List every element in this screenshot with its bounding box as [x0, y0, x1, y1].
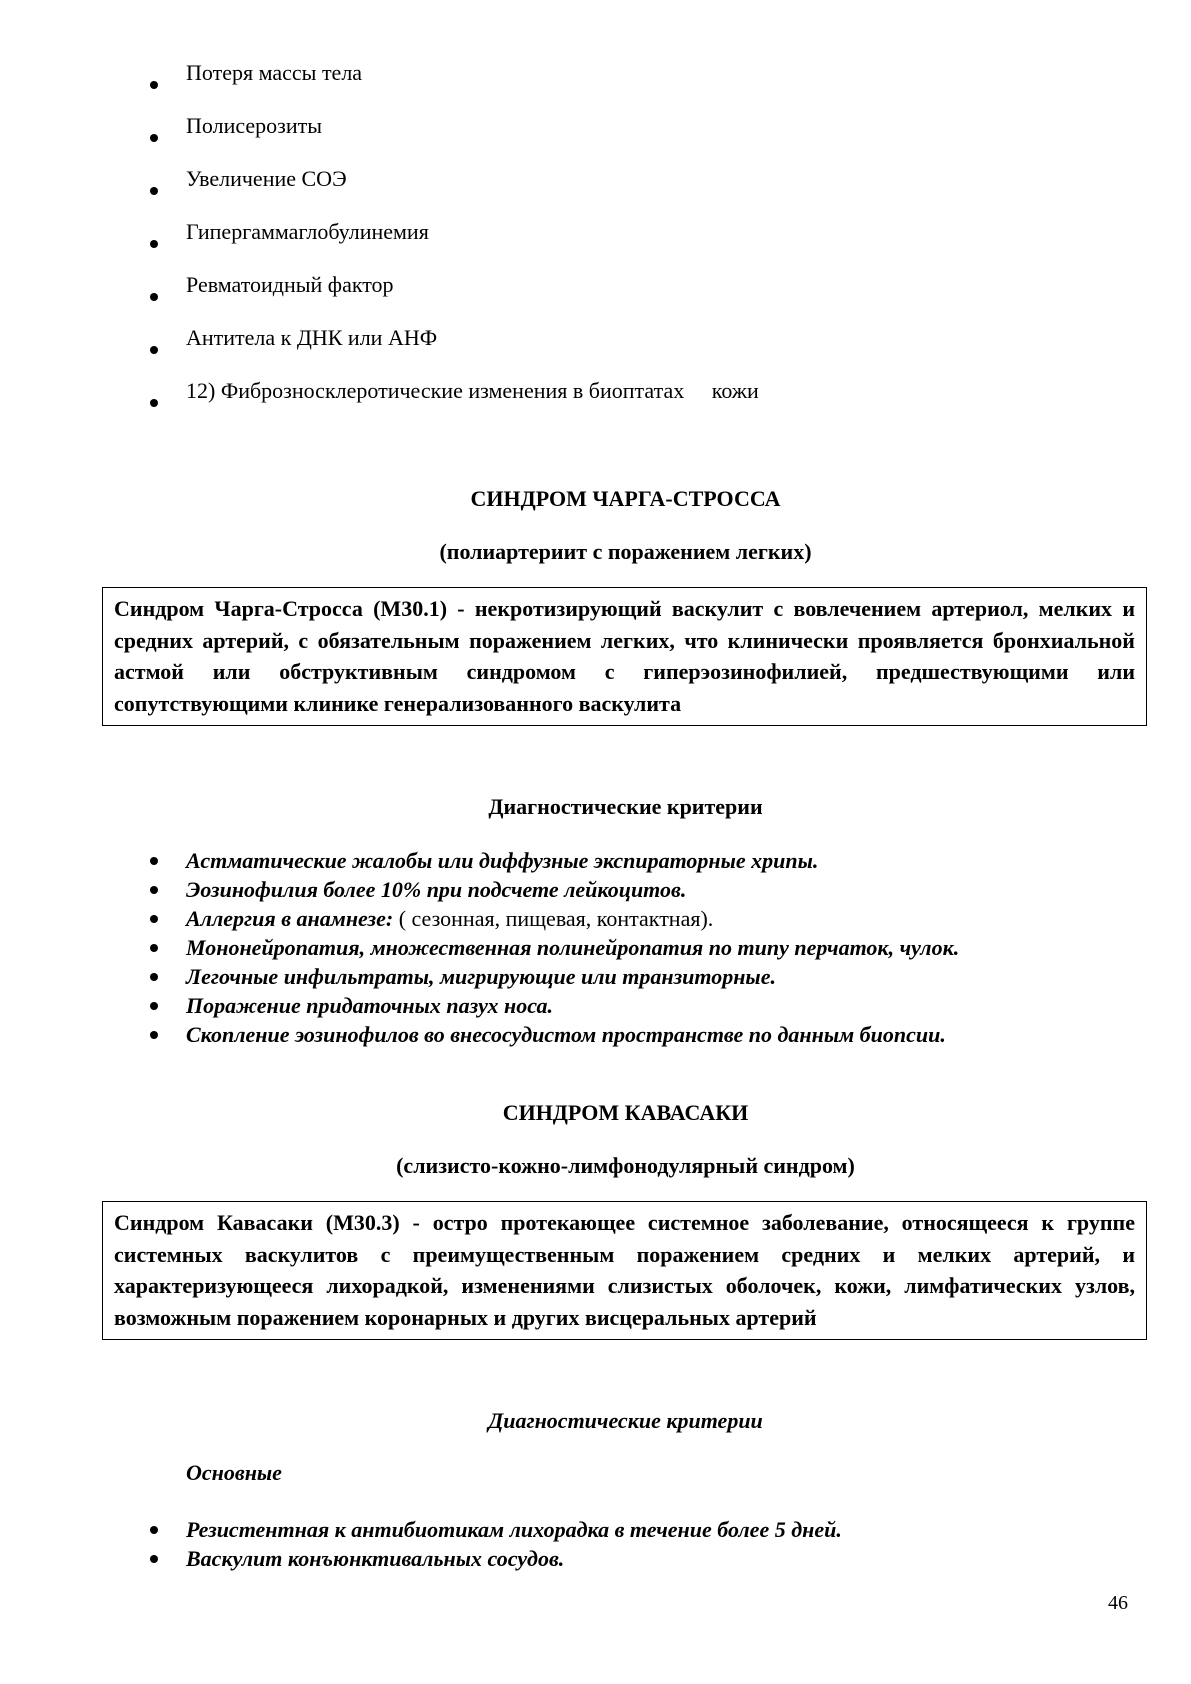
main-criteria-label: Основные: [186, 1460, 282, 1485]
list-item: Антитела к ДНК или АНФ: [150, 323, 759, 376]
list-item: Поражение придаточных пазух носа.: [150, 991, 959, 1020]
bullet-icon: [150, 293, 158, 301]
bullet-icon: [150, 944, 158, 952]
criteria-title-churg-strauss: Диагностические критерии: [488, 794, 763, 819]
list-item: Потеря массы тела: [150, 58, 759, 111]
bullet-icon: [150, 1002, 158, 1010]
list-item: Васкулит конъюнктивальных сосудов.: [150, 1544, 842, 1573]
bullet-icon: [150, 1031, 158, 1039]
bullet-icon: [150, 399, 158, 407]
criteria-list-kawasaki: [150, 1515, 842, 1573]
bullet-icon: [150, 886, 158, 894]
list-item: Увеличение СОЭ: [150, 164, 759, 217]
list-item: Гипергаммаглобулинемия: [150, 217, 759, 270]
list-item: Легочные инфильтраты, мигрирующие или транзиторные.: [150, 962, 959, 991]
list-item: Скопление эозинофилов во внесосудистом пространстве по данным биопсии.: [150, 1020, 959, 1049]
section-subtitle-churg-strauss: (полиартериит с поражением легких): [439, 539, 812, 564]
bullet-icon: [150, 857, 158, 865]
bullet-icon: [150, 915, 158, 923]
bullet-icon: [150, 81, 158, 89]
bullet-icon: [150, 346, 158, 354]
list-item: Мононейропатия, множественная полинейропатия по типу перчаток, чулок.: [150, 933, 959, 962]
section-subtitle-kawasaki: (слизисто-кожно-лимфонодулярный синдром): [396, 1153, 855, 1178]
section-title-churg-strauss: СИНДРОМ ЧАРГА-СТРОССА: [470, 486, 781, 511]
list-item: Астматические жалобы или диффузные экспираторные хрипы.: [150, 846, 959, 875]
bullet-icon: [150, 134, 158, 142]
bullet-icon: [150, 187, 158, 195]
list-item: 12) Фиброзносклеротические изменения в биоптатах кожи: [150, 376, 759, 429]
criteria-list-churg-strauss: [150, 846, 959, 1049]
bullet-icon: [150, 1555, 158, 1563]
list-item: Полисерозиты: [150, 111, 759, 164]
definition-box-churg-strauss: Синдром Чарга-Стросса (М30.1) - некротизирующий васкулит с вовлечением артериол, мелких и средних артерий, с обязательным поражением легких, что клинически проявляется бронхиальной астмой или обструктивным синдромом с гиперэозинофилией, предшествующими или сопутствующими клинике генерализованного васкулита: [102, 587, 1147, 726]
list-item: Резистентная к антибиотикам лихорадка в течение более 5 дней.: [150, 1515, 842, 1544]
criteria-title-kawasaki: Диагностические критерии: [488, 1408, 763, 1433]
list-item: Ревматоидный фактор: [150, 270, 759, 323]
symptom-list: [150, 58, 759, 429]
list-item: Эозинофилия более 10% при подсчете лейкоцитов.: [150, 875, 959, 904]
bullet-icon: [150, 973, 158, 981]
list-item: Аллергия в анамнезе: ( сезонная, пищевая, контактная).: [150, 904, 959, 933]
bullet-icon: [150, 1526, 158, 1534]
page-number: 46: [1108, 1592, 1128, 1614]
section-title-kawasaki: СИНДРОМ КАВАСАКИ: [502, 1100, 749, 1125]
bullet-icon: [150, 240, 158, 248]
definition-box-kawasaki: Синдром Кавасаки (М30.3) - остро протекающее системное заболевание, относящееся к группе системных васкулитов с преимущественным поражением средних и мелких артерий, и характеризующееся лихорадкой, изменениями слизистых оболочек, кожи, лимфатических узлов, возможным поражением коронарных и других висцеральных артерий: [102, 1201, 1147, 1340]
